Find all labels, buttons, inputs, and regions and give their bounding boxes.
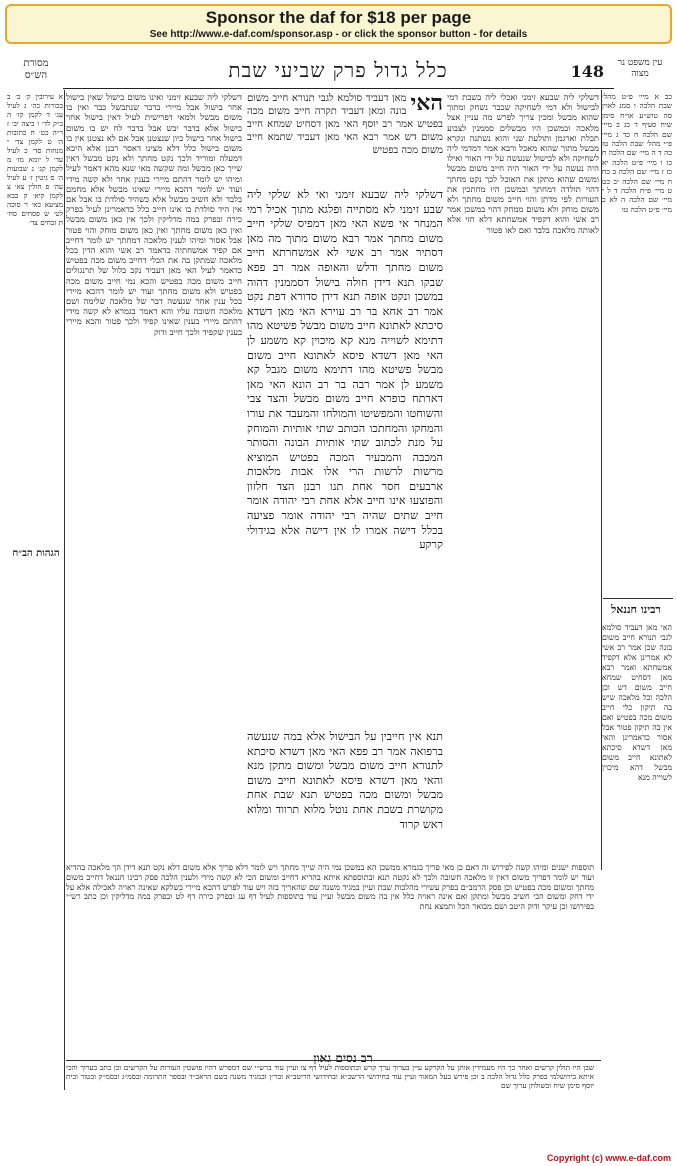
running-header: כלל גדול פרק שביעי שבת <box>228 58 448 82</box>
rabbeinu-chananel-title: רבינו חננאל <box>611 603 661 616</box>
ein-mishpat-column: כב א מיי׳ פ״ט מהל׳ שבת הלכה ו סמג לאוין סה טוש״ע או״ח סימן שיח סעיף ד כג ב מיי׳ שם הלכה ח כד ג מיי׳ פ״י מהל׳ שבת הלכה טז כה ד ה מיי׳ שם הלכה ח כו ו מיי׳ פ״ט הלכה יא כז ז מיי׳ שם הלכה ב כח ח מיי׳ שם הלכה יב כט ט מיי׳ פ״ח הלכה ד ל י מיי׳ שם הלכה ה לא כ מיי׳ פ״ט הלכה טו <box>602 92 672 214</box>
gemara-text: דשלקי ליה שבעא זימני ואי לא שלקי ליה שבע זימני לא מסתייה ופלגא מתוך אכיל רמי המנחר אי פשא האי מאן דמפיס שלקי חייב משום מחתך אמר רבא משום מתוך מה מאן דסתיר אמר רב אשי לא אמשחרתא חייב משום מחתך ודלש והאופה אמר רב פפא שבקו תנא דידן חולה בישול דסממנין דהוה במשכן ונקט אופה תנא דידן סדורא דפת נקט אמר רב אחא בר רב עוירא האי מאן דשדא סיכתא לאתונא חייב משום מבשל פשיטא מהו דתימא לשוייה מנא קא מיכוין קא משמע לן האי מאן דשדא פיסא לאתונא חייב משום מבשל פשיטא מהו דתימא משום מגבל קא משמע לן אמר רבה בר רב הונא האי מאן דארתח כופרא חייב משום מבשל והצד צבי והשוחטו והמפשיטו והמולחו והמעבד את עורו והמחקו והמחתכו הכותב שתי אותיות והמוחק על מנת לכתוב שתי אותיות הבונה והסותר המכבה והמבעיר המכה בפטיש המוציא מרשות לרשות הרי אלו אבות מלאכות ארבעים חסר אחת תנו רבנן הצד חלזון והפוצעו אינו חייב אלא אחת רבי יהודה אומר חייב שתים שהיה רבי יהודה אומר פציעה בכלל דישה אמרו לו אין דישה אלא בגידולי קרקע <box>247 188 443 552</box>
rashi-column: דשלקי ליה שבעא זימני ואכלי ליה בשבת דמי לבישול ולא דמי לשחיקה שכבר נשחק ומתוך שהוא מבשל ומכין צריך לפרש מה עניין אצל מלאכה ובמשכן היו מבשלים סממנין לצבוע תכלת וארגמן ותולעת שני והוא נשתנה ונקרא מבשל מתוך שהוא מאכל ורבא אמר דמדמי ליה לשחיקה ולא לבישול שנעשה על ידי האור ואילו היה נעשה על ידי האור היה חייב משום מבשל ומשום שהוא מתקן את האוכל לכך נקט מחתך דהוי תולדה דמחתך ובמשכן היו מחתכין את העורות לפי מדתן והוי חייב משום מחתך ולא משום מוחק ולא משום ממחק דהוי במשכן אמר רב אשי והוא דקפיד אמשחתא דלא חזי אלא לאותה מלאכה בלבד ואם לאו פטור <box>447 92 599 235</box>
tosafot-column: דשלקי ליה שבעא זימני ואינו משום בישול שאין בישול אחר בישול אבל מיירי בדבר שנתבשל כבר ואין בו משום מבשל ולמאי דפרישית לעיל דאין בישול אחר בישול אלא בדבר יבש אבל בדבר לח יש בו משום בישול אחר בישול כיון שנצטנן אבל אם לא נצטנן אין בו משום בישול כלל דלא מצינו דאסר רבנן אלא היכא דמעלה ומוריד ולכך נקט מחתך ולא נקט מבשל דאין שייך כאן מבשל ומה שקשה מאי שנא מהא דאמר לעיל ומיהו יש לומר דהתם מיירי בענין אחר ולא קשה מידי ועוד יש לומר דהכא מיירי שאינו מבשל אלא מחמם בלבד ולא חשיב מבשל אלא כשהיד סולדת בו אבל אם אין היד סולדת בו אינו חייב כלל כדאמרינן לעיל בפרק כירה ובפרק במה מדליקין ולכך אין כאן משום מבשל ואין כאן משום מחתך ואין כאן משום מוחק והוי פטור אבל אסור ומיהו לענין מלאכה דמחתך יש לומר דחייב אם קפיד אמשחתיה כדאמר רב אשי והוא הדין בכל מלאכה שמתקן בה את הכלי דחייב משום מכה בפטיש כדאמר לעיל האי מאן דעביד נקב בלול של תרנגולים חייב משום מכה בפטיש והכא נמי חייב משום מכה בפטיש ולא משום מחתך ועוד יש לומר דהכא מיירי בכל ענין אחר שנעשה דבר של מלאכה שלימה ושם מלאכה חשובה עליו והא דאמר בגמרא לא קשה מידי דהתם מיירי בענין שאינו קפיד ולכך פטור והכא מיירי בענין שקפיד ולכך חייב ודוק <box>66 92 242 337</box>
header-rule <box>63 88 614 89</box>
footnote-rule <box>66 1060 601 1061</box>
page-number: 148 <box>570 62 604 81</box>
masoret-hashas-label: מסורת הש״ס <box>23 58 49 81</box>
sponsor-title[interactable]: Sponsor the daf for $18 per page <box>205 8 472 27</box>
chananel-rule <box>603 598 673 599</box>
sponsor-subtitle[interactable]: See http://www.e-daf.com/sponsor.asp - or click the sponsor button - for details <box>149 29 528 40</box>
gemara-text-continued: תנא אין חייבין על הבישול אלא במה שנעשה ברפואה אמר רב פפא האי מאן דשדא סיכתא לתנורא חייב משום מבשל ומשום מתקן מנא והאי מאן דשדא פיסא לאתונא חייב משום מבשל ומשום מכה בפטיש תנא שבת אחת מקושרת בשבת אחת נוטל מלוא תרווד ומלוא ראש קרוד <box>247 730 443 831</box>
left-margin-rule <box>64 90 65 1090</box>
rav-nissim-gaon-title: רב נסים גאון <box>313 1051 373 1065</box>
gemara-opening-text: מאן דעביד סולמא לגבי תנורא חייב משום בונה ומאן דעביד תקרה חייב משום מכה בפטיש אמר רב יוסף האי מאן דסחיט שמחא חייב משום דש אמר רבא האי מאן דעביד שתמא חייב משום מכה בפטיש <box>247 93 443 156</box>
right-margin-rule <box>601 90 602 870</box>
rabbeinu-chananel-column: האי מאן דעביד סולמא לגבי תנורא חייב משום בונה שכן אמר רב אשי לא אמרינן אלא דקפיד אמשחתא ואמר רבא מאן דסחיט שמחא חייב משום דש וכן הלכה וכל מלאכה שיש בה תיקון כלי חייב משום מכה בפטיש ואם אין בה תיקון פטור אבל אסור כדאמרינן והאי מאן דשדא סיכתא לאתונא חייב משום מבשל דהא מיכוין לשוייה מנא <box>602 623 672 782</box>
ein-mishpat-label: עין משפט נר מצוה <box>617 58 663 79</box>
masoret-hashas-column: א עירובין ק׳ ב׳ ב בכורות כה׳ ג לעיל עג׳ ד לקמן קז׳ ה ב״ק לד׳ ו ביצה יב׳ ז ר״ה כט׳ ח כתובות ה׳ ט לקמן צד׳ י מנחות סד׳ כ לעיל עד׳ ל יומא מז׳ מ לקמן קג׳ נ שבועות ה׳ ס גיטין ז׳ ע לעיל עה׳ פ חולין צא׳ צ לקמן קיא׳ ק בבא מציעא כא׳ ר סוכה לט׳ ש פסחים סח׳ ת זבחים צד׳ <box>7 92 63 227</box>
hagahot-title: הגהות הב״ח <box>12 548 60 559</box>
sponsor-banner[interactable] <box>5 4 672 44</box>
footnote-text: שבן היו תולין קרשים ואחר כך היו מעמידין אותן על הקרקע עיין בערוך ערך קרש ובתוספות לעיל דף צו ועיין עוד ברש״י שם דמפרש דהיו פושטין העורות על הקרשים וכן כתב בערוך והכי איתא בירושלמי בפרק כלל גדול הלכה ב וכן פירש בעל המאור ועיין עוד בחידושי הרשב״א ובחידושי הריטב״א ובר״ן ובמגיד משנה בשם הראב״ד ובספר התרומה ובסמ״ג ובסמ״ק ובטור ובית יוסף סימן שיח ובשולחן ערוך שם <box>66 1063 594 1090</box>
copyright-notice: Copyright (c) www.e-daf.com <box>546 1153 671 1163</box>
lower-commentary: תוספות ישנים ומיהו קשה לפירוש זה דאם כן מאי פריך בגמרא ממשכן הא במשכן נמי היה שייך מחתך ויש לומר דלא פריך אלא משום דלא נקט תנא דידן הך מלאכה בהדיא ועוד יש לומר דפריך משום דאין זו מלאכה חשובה ולכך לא נקטה תנא ובתוספתא איתא בהדיא דחייב ומשום הכי לא קשה מידי ולענין הלכה פסק רבינו חננאל דחייב משום מחתך ומשום מכה בפטיש וכן פסק הרמב״ם בפרק עשירי מהלכות שבת ועיין במגיד משנה שם שהאריך בזה ויש עוד לפרש דהכא מיירי בשלקא שאינה ראויה לאכילה אלא על ידי דחק ומשום הכי חשיב מבשל ומתקן ואם אינה ראויה כלל אין בה משום מבשל ועיין עוד בתוספות לעיל דף עג ובפרק כירה דף לט ובפרק במה מדליקין וכן כתב רש״י בפירושו וכן עיקר ודוק היטב ושם מבואר הכל ותמצא נחת <box>66 863 594 912</box>
gemara-opening-word: האי <box>410 92 443 116</box>
talmud-page <box>3 48 674 1152</box>
gemara-opening <box>247 92 443 184</box>
